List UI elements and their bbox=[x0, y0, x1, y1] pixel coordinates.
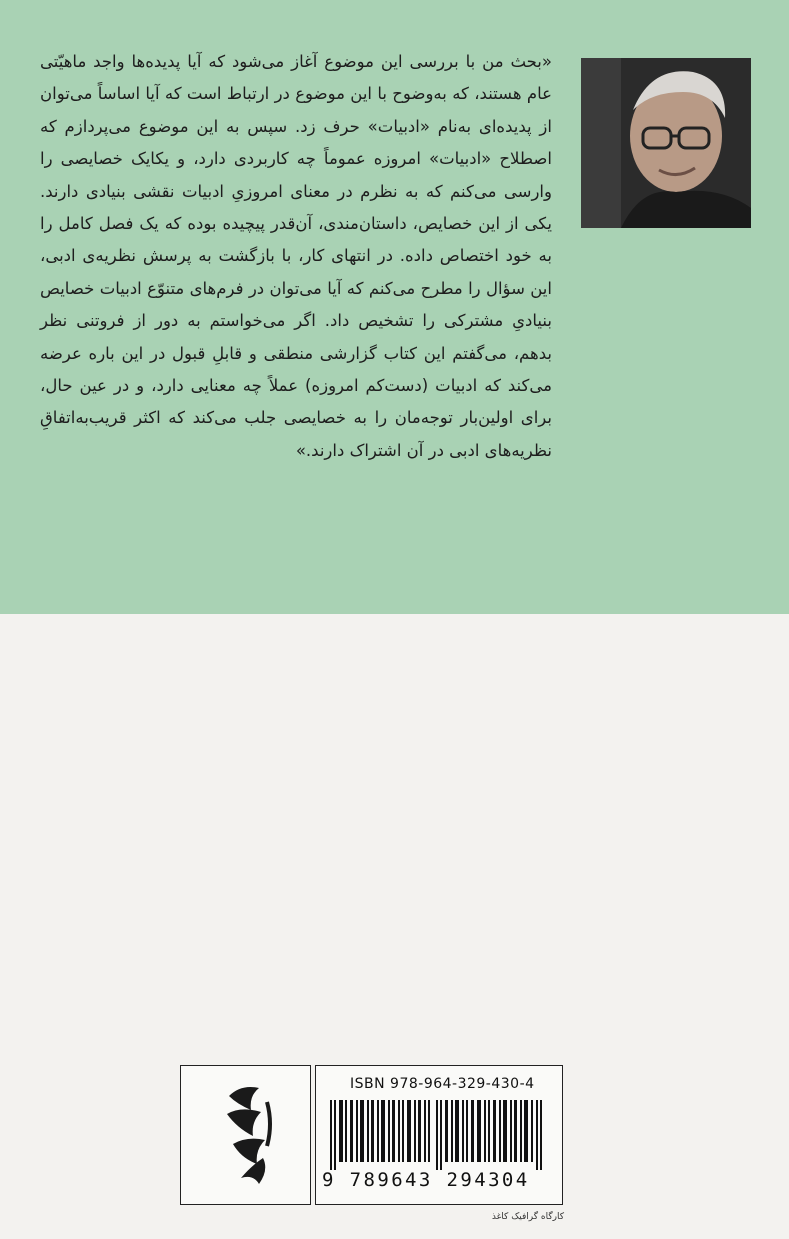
design-credit: کارگاه گرافیک کاغذ bbox=[491, 1212, 564, 1222]
publisher-logo-box bbox=[180, 1065, 311, 1205]
barcode-bars bbox=[330, 1100, 550, 1170]
barcode-digits: 9 789643 294304 bbox=[322, 1169, 530, 1191]
isbn-label: ISBN 978-964-329-430-4 bbox=[350, 1076, 535, 1092]
author-photo bbox=[581, 58, 751, 228]
author-portrait-image bbox=[581, 58, 751, 228]
cover-green-panel bbox=[0, 0, 789, 614]
publisher-logo-icon bbox=[181, 1066, 310, 1204]
barcode-box bbox=[315, 1065, 563, 1205]
author-blurb: «بحث من با بررسی این موضوع آغاز می‌شود که آیا پدیده‌ها واجد ماهیّتی عام هستند، که به‌وضوح با این موضوع در ارتباط است که آیا اساساً می‌توان از پدیده‌ای به‌نام «ادبیات» حرف زد. سپس به این موضوع می‌پردازم که اصطلاح «ادبیات» امروزه عموماً چه کاربردی دارد، و یکایک خصایصی را وارسی می‌کنم که به نظرم در معنای امروزیِ ادبیات نقشی بنیادی دارند. یکی از این خصایص، داستان‌مندی، آن‌قدر پیچیده بوده که یک فصل کامل را به خود اختصاص داده. در انتهای کار، با بازگشت به پرسش نظریه‌ی ادبی، این سؤال را مطرح می‌کنم که آیا می‌توان در فرم‌های متنوّع ادبیات خصایص بنیادیِ مشترکی را تشخیص داد. اگر می‌خواستم به دور از فروتنی نظر بدهم، می‌گفتم این کتاب گزارشی منطقی و قابلِ قبول در این باره عرضه می‌کند که ادبیات (دست‌کم امروزه) عملاً چه معنایی دارد، و در عین حال، برای اولین‌بار توجه‌مان را به خصایصی جلب می‌کند که اکثر قریب‌به‌اتفاقِ نظریه‌های ادبی در آن اشتراک دارند.» bbox=[40, 52, 552, 460]
